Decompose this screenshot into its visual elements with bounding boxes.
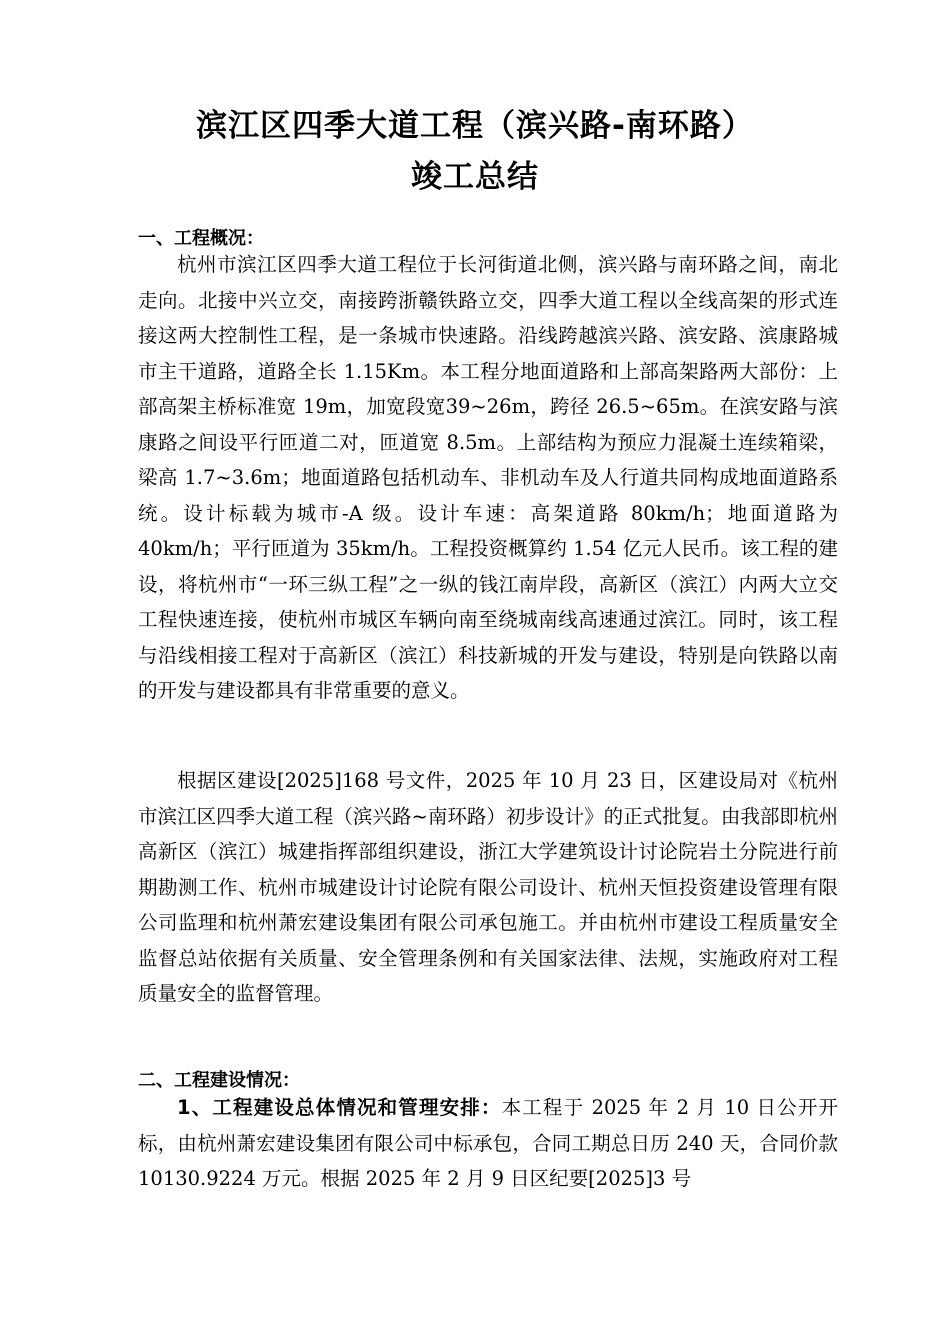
- document-title: 滨江区四季大道工程（滨兴路-南环路）: [196, 108, 754, 144]
- section-heading-overview: 一、工程概况：: [138, 228, 264, 249]
- section-heading-construction: 二、工程建设情况：: [138, 1070, 300, 1091]
- construction-item-lead: 1、工程建设总体情况和管理安排：: [177, 1096, 502, 1119]
- overview-paragraph-1: 杭州市滨江区四季大道工程位于长河街道北侧，滨兴路与南环路之间，南北走向。北接中兴立交，南接跨浙赣铁路立交，四季大道工程以全线高架的形式连接这两大控制性工程，是一条城市快速路。沿线跨越滨兴路、滨安路、滨康路城市主干道路，道路全长 1.15Km。本工程分地面道路和上部高架路两大部份：上部高架主桥标准宽 19m，加宽段宽39~26m，跨径 26.5~65m。在滨安路与滨康路之间设平行匝道二对，匝道宽 8.5m。上部结构为预应力混凝土连续箱梁， 梁高 1.7~3.6m；地面道路包括机动车、非机动车及人行道共同构成地面道路系统。设计标载为城市-A 级。设计车速：高架道路 80km/h；地面道路为 40km/h；平行匝道为 35km/h。工程投资概算约 1.54 亿元人民币。该工程的建设，将杭州市“一环三纵工程”之一纵的钱江南岸段，高新区（滨江）内两大立交工程快速连接，使杭州市城区车辆向南至绕城南线高速通过滨江。同时，该工程与沿线相接工程对于高新区（滨江）科技新城的开发与建设，特别是向铁路以南的开发与建设都具有非常重要的意义。: [138, 253, 838, 702]
- construction-item-text: 本工程于 2025 年 2 月 10 日公开开标，由杭州萧宏建设集团有限公司中标承包，合同工期总日历 240 天，合同价款 10130.9224 万元。根据 2025 年 2 月 9 日区纪要[2025]3 号: [138, 1096, 838, 1190]
- overview-paragraph-2: 根据区建设[2025]168 号文件，2025 年 10 月 23 日，区建设局对《杭州市滨江区四季大道工程（滨兴路~南环路）初步设计》的正式批复。由我部即杭州高新区（滨江）城建指挥部组织建设，浙江大学建筑设计讨论院岩土分院进行前期勘测工作、杭州市城建设计讨论院有限公司设计、杭州天恒投资建设管理有限公司监理和杭州萧宏建设集团有限公司承包施工。并由杭州市建设工程质量安全监督总站依据有关质量、安全管理条例和有关国家法律、法规，实施政府对工程质量安全的监督管理。: [138, 769, 838, 1005]
- document-subtitle: 竣工总结: [411, 159, 539, 195]
- construction-paragraph-1: [138, 1090, 838, 1197]
